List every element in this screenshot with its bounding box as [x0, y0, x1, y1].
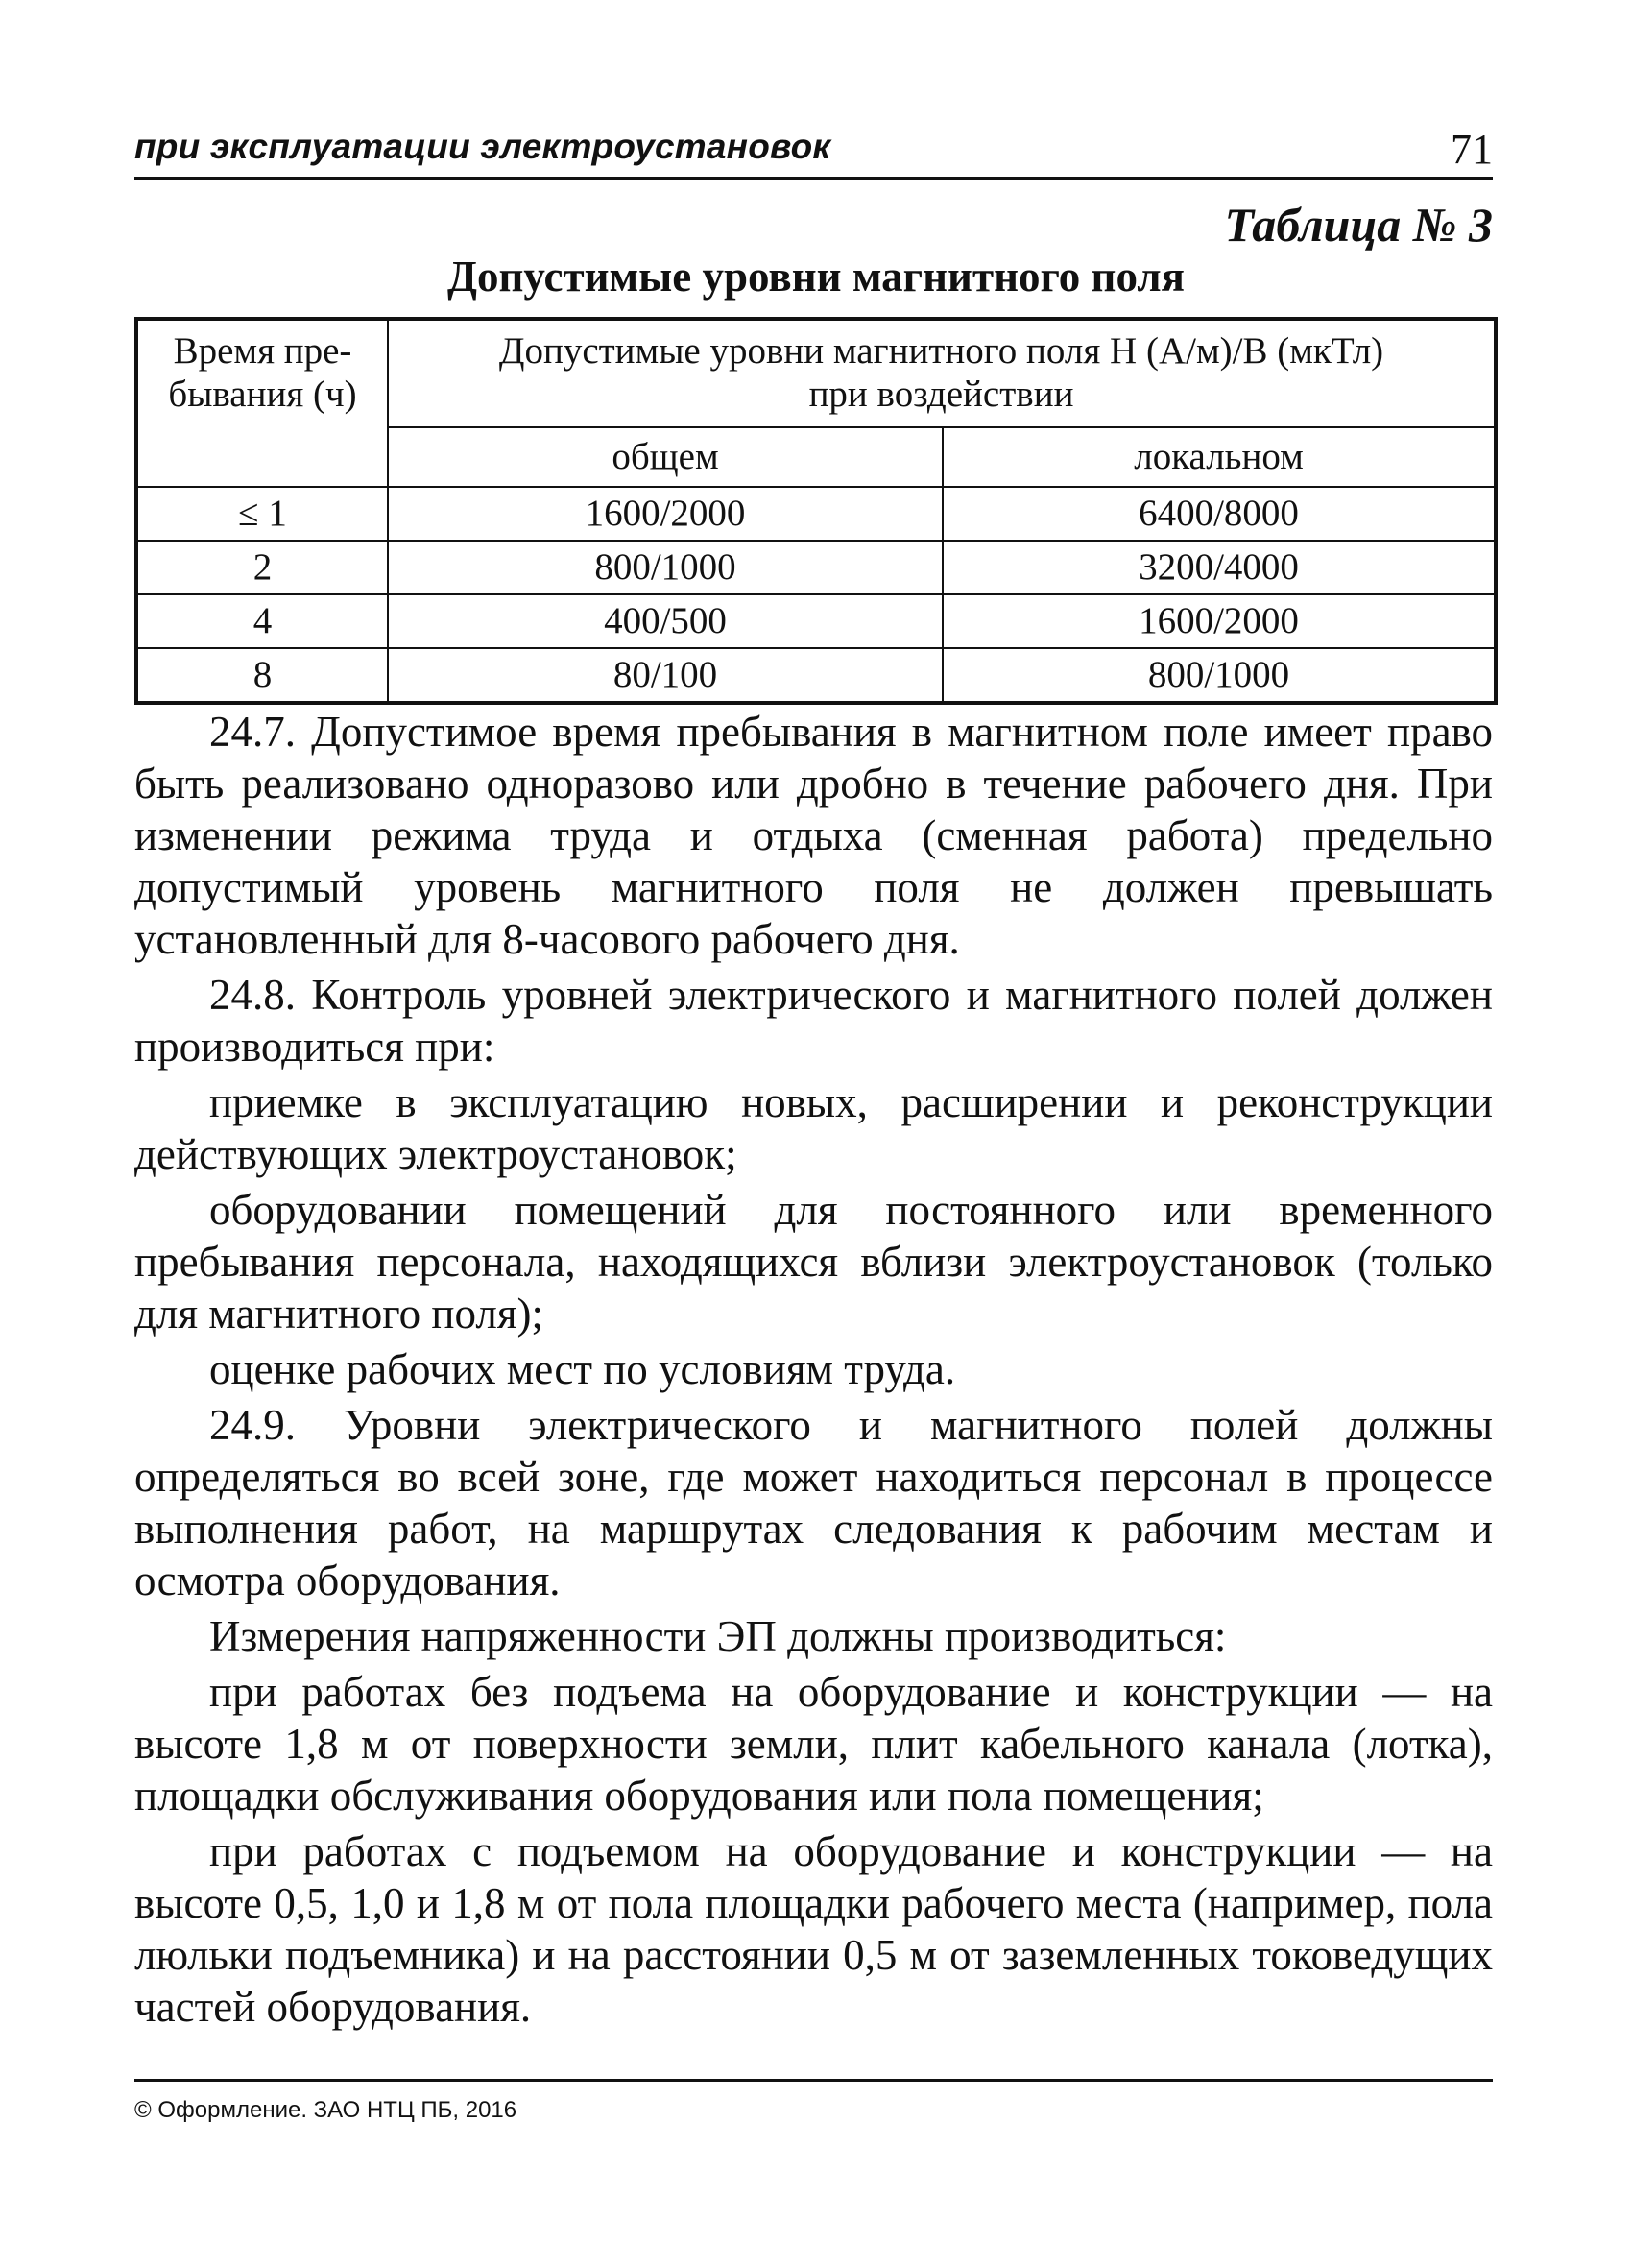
header-general: общем: [388, 427, 943, 487]
table-label: Таблица № 3: [1224, 198, 1493, 252]
table-row: [136, 541, 1496, 594]
cell-general: 1600/2000: [388, 487, 943, 541]
paragraph: 24.7. Допустимое время пребывания в магнитном поле имеет право быть реализовано одноразово или дробно в течение рабочего дня. При изменении режима труда и отдыха (сменная работа) предельно допустимый уровень магнитного поля не должен превышать установленный для 8-часового рабочего дня.: [134, 708, 1493, 963]
cell-local: 6400/8000: [943, 487, 1496, 541]
paragraph: приемке в эксплуатацию новых, расширении и реконструкции действующих электроустановок;: [134, 1078, 1493, 1178]
header-permissible-levels: [388, 319, 1496, 427]
table-title: Допустимые уровни магнитного поля: [447, 253, 1185, 301]
cell-time: ≤ 1: [136, 487, 388, 541]
paragraph: оценке рабочих мест по условиям труда.: [209, 1345, 956, 1393]
paragraph: при работах без подъема на оборудование и конструкции — на высоте 1,8 м от поверхности земли, плит кабельного канала (лотка), площадки обслуживания оборудования или пола помещения;: [134, 1668, 1493, 1820]
paragraph: оборудовании помещений для постоянного или временного пребывания персонала, находящихся вблизи электроустановок (только для магнитного поля);: [134, 1186, 1493, 1338]
header-time-line2: бывания (ч): [168, 373, 357, 415]
cell-time: 8: [136, 648, 388, 703]
header-levels-line2: при воздействии: [808, 374, 1074, 416]
header-time-line1: Время пре-: [173, 330, 352, 372]
paragraph: при работах с подъемом на оборудование и конструкции — на высоте 0,5, 1,0 и 1,8 м от пола площадки рабочего места (например, пола люльки подъемника) и на расстоянии 0,5 м от заземленных токоведущих частей оборудования.: [134, 1827, 1493, 2031]
page-number: 71: [1451, 126, 1493, 173]
magnetic-field-table: [134, 317, 1498, 705]
cell-general: 800/1000: [388, 541, 943, 594]
cell-local: 3200/4000: [943, 541, 1496, 594]
running-header: [134, 123, 1493, 180]
cell-local: 1600/2000: [943, 594, 1496, 648]
cell-general: 400/500: [388, 594, 943, 648]
header-levels-line1: Допустимые уровни магнитного поля Н (А/м)/В (мкТл): [498, 330, 1384, 373]
running-title: при эксплуатации электроустановок: [134, 127, 831, 166]
copyright-footer: © Оформление. ЗАО НТЦ ПБ, 2016: [134, 2079, 1493, 2124]
table-row: [136, 487, 1496, 541]
cell-general: 80/100: [388, 648, 943, 703]
header-time-of-stay: [136, 319, 388, 487]
table-row: [136, 648, 1496, 703]
body-text: [134, 706, 1493, 2033]
cell-local: 800/1000: [943, 648, 1496, 703]
table-row: [136, 594, 1496, 648]
cell-time: 2: [136, 541, 388, 594]
cell-time: 4: [136, 594, 388, 648]
paragraph: Измерения напряженности ЭП должны производиться:: [209, 1612, 1227, 1660]
paragraph: 24.8. Контроль уровней электрического и магнитного полей должен производиться при:: [134, 971, 1493, 1071]
paragraph: 24.9. Уровни электрического и магнитного полей должны определяться во всей зоне, где может находиться персонал в процессе выполнения работ, на маршрутах следования к рабочим местам и осмотра оборудования.: [134, 1401, 1493, 1604]
header-local: локальном: [943, 427, 1496, 487]
